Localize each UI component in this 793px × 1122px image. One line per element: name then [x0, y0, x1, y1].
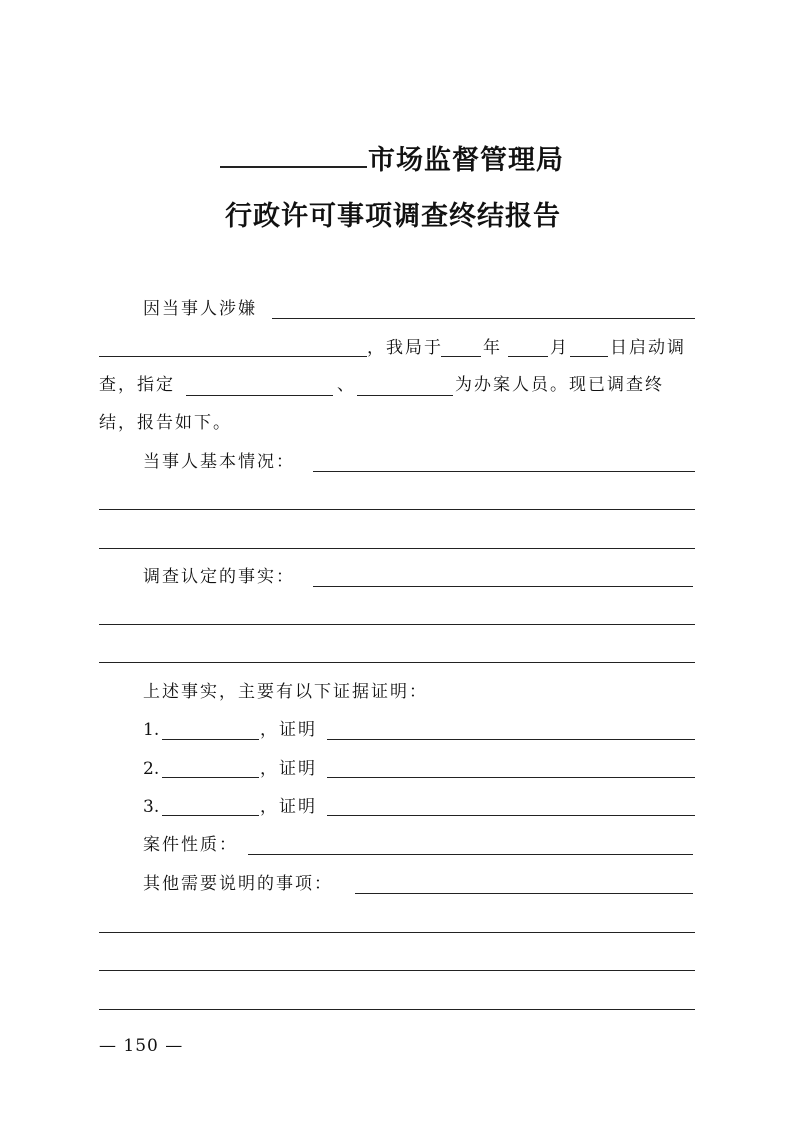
text-year: 年: [483, 338, 502, 358]
party-info-blank-1[interactable]: [313, 471, 695, 472]
evidence-name-blank-1[interactable]: [162, 739, 259, 740]
evidence-name-blank-2[interactable]: [162, 777, 259, 778]
staff-blank-1[interactable]: [186, 395, 333, 396]
text-comma-bureau: ，我局于: [367, 338, 443, 358]
evidence-prove-blank-1[interactable]: [327, 739, 695, 740]
text-cha-designate: 查，指定: [99, 375, 175, 395]
text-dun: 、: [337, 375, 356, 395]
title-line-2: 行政许可事项调查终结报告: [225, 201, 561, 232]
facts-blank-2[interactable]: [99, 624, 695, 625]
party-info-blank-3[interactable]: [99, 548, 695, 549]
facts-blank-1[interactable]: [313, 586, 693, 587]
month-blank[interactable]: [508, 356, 548, 357]
day-blank[interactable]: [570, 356, 608, 357]
other-matters-blank-2[interactable]: [99, 932, 695, 933]
title-line-1: 市场监督管理局: [368, 145, 564, 176]
label-party-info: 当事人基本情况：: [143, 452, 295, 472]
label-case-nature: 案件性质：: [143, 835, 238, 855]
facts-blank-3[interactable]: [99, 662, 695, 663]
text-as-staff: 为办案人员。现已调查终: [455, 375, 664, 395]
party-info-blank-2[interactable]: [99, 509, 695, 510]
suspected-matter-blank-2[interactable]: [99, 356, 367, 357]
label-other-matters: 其他需要说明的事项：: [143, 874, 333, 894]
other-matters-blank-4[interactable]: [99, 1009, 695, 1010]
paragraph-start: 因当事人涉嫌: [143, 299, 257, 319]
evidence-prove-blank-2[interactable]: [327, 777, 695, 778]
evidence-number-2: 2.: [143, 759, 160, 779]
evidence-prove-2: ，证明: [260, 759, 317, 779]
text-month: 月: [550, 338, 569, 358]
text-report-end: 结，报告如下。: [99, 413, 232, 433]
page-number: — 150 —: [99, 1036, 184, 1056]
evidence-number-3: 3.: [143, 797, 160, 817]
evidence-name-blank-3[interactable]: [162, 815, 259, 816]
case-nature-blank[interactable]: [248, 854, 693, 855]
evidence-prove-3: ，证明: [260, 797, 317, 817]
evidence-number-1: 1.: [143, 720, 160, 740]
year-blank[interactable]: [441, 356, 481, 357]
evidence-prove-blank-3[interactable]: [327, 815, 695, 816]
label-facts: 调查认定的事实：: [143, 567, 295, 587]
suspected-matter-blank-1[interactable]: [272, 318, 695, 319]
other-matters-blank-1[interactable]: [355, 893, 693, 894]
text-day-start: 日启动调: [610, 338, 686, 358]
staff-blank-2[interactable]: [357, 395, 453, 396]
label-evidence-intro: 上述事实，主要有以下证据证明：: [143, 682, 428, 702]
bureau-name-blank[interactable]: [220, 166, 367, 168]
evidence-prove-1: ，证明: [260, 720, 317, 740]
other-matters-blank-3[interactable]: [99, 970, 695, 971]
